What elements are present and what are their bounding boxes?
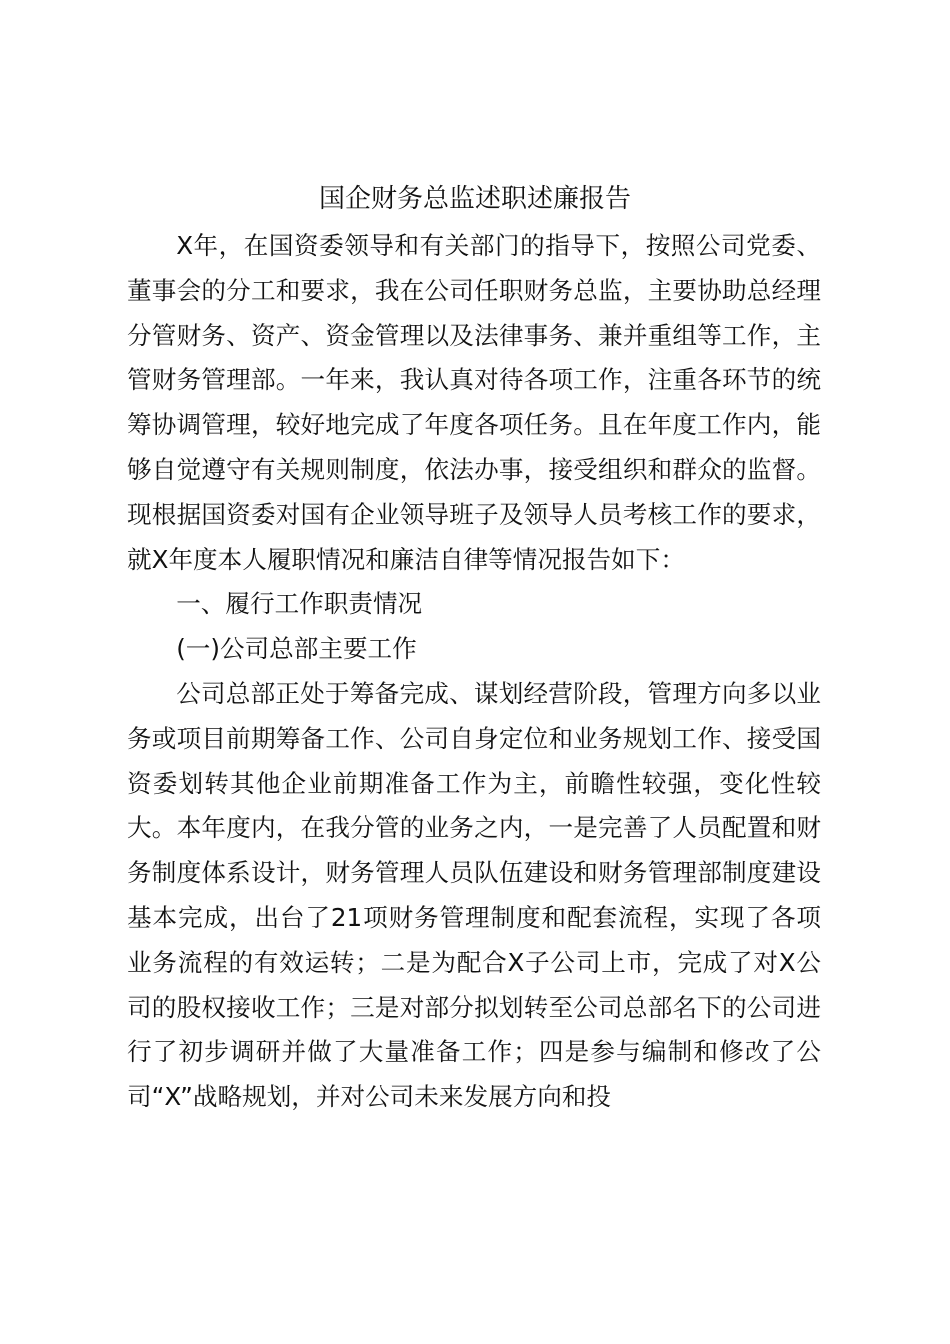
document-body <box>127 224 821 1120</box>
subsection-heading: (一)公司总部主要工作 <box>176 634 417 664</box>
paragraph-headquarters-work: 公司总部正处于筹备完成、谋划经营阶段，管理方向多以业务或项目前期筹备工作、公司自身定位和业务规划工作、接受国资委划转其他企业前期准备工作为主，前瞻性较强，变化性较大。本年度内，在我分管的业务之内，一是完善了人员配置和财务制度体系设计，财务管理人员队伍建设和财务管理部制度建设基本完成，出台了21项财务管理制度和配套流程，实现了各项业务流程的有效运转；二是为配合X子公司上市，完成了对X公司的股权接收工作；三是对部分拟划转至公司总部名下的公司进行了初步调研并做了大量准备工作；四是参与编制和修改了公司“X”战略规划，并对公司未来发展方向和投 <box>127 678 821 1112</box>
paragraph-intro: X年，在国资委领导和有关部门的指导下，按照公司党委、董事会的分工和要求，我在公司任职财务总监，主要协助总经理分管财务、资产、资金管理以及法律事务、兼并重组等工作，主管财务管理部。一年来，我认真对待各项工作，注重各环节的统筹协调管理，较好地完成了年度各项任务。且在年度工作内，能够自觉遵守有关规则制度，依法办事，接受组织和群众的监督。现根据国资委对国有企业领导班子及领导人员考核工作的要求，就X年度本人履职情况和廉洁自律等情况报告如下： <box>127 231 821 574</box>
section-heading: 一、履行工作职责情况 <box>176 589 423 619</box>
document-title: 国企财务总监述职述廉报告 <box>318 184 631 214</box>
